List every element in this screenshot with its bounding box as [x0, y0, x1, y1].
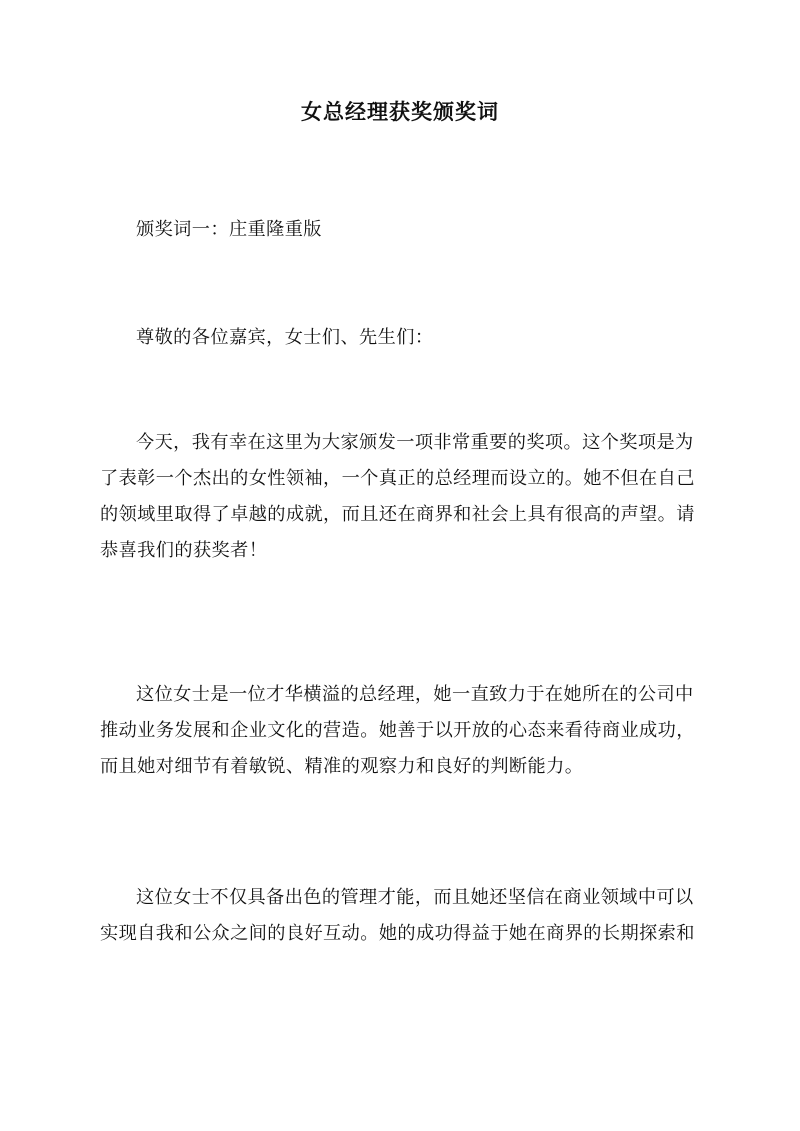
greeting-line: 尊敬的各位嘉宾，女士们、先生们：	[136, 327, 434, 348]
paragraph-2: 这位女士是一位才华横溢的总经理，她一直致力于在她所在的公司中 推动业务发展和企业文化的营造。她善于以开放的心态来看待商业成功， 而且她对细节有着敏锐、精准的观察力和良好的判断能力。	[100, 684, 695, 777]
award-speech-subtitle: 颁奖词一：庄重隆重版	[136, 219, 322, 240]
paragraph-3: 这位女士不仅具备出色的管理才能，而且她还坚信在商业领域中可以 实现自我和公众之间的良好互动。她的成功得益于她在商界的长期探索和	[100, 887, 695, 944]
document-title: 女总经理获奖颁奖词	[301, 99, 499, 124]
paragraph-1: 今天，我有幸在这里为大家颁发一项非常重要的奖项。这个奖项是为 了表彰一个杰出的女性领袖，一个真正的总经理而设立的。她不但在自己 的领域里取得了卓越的成就，而且还在商界和社会上具有很高的声望。请 恭喜我们的获奖者！	[100, 432, 695, 561]
